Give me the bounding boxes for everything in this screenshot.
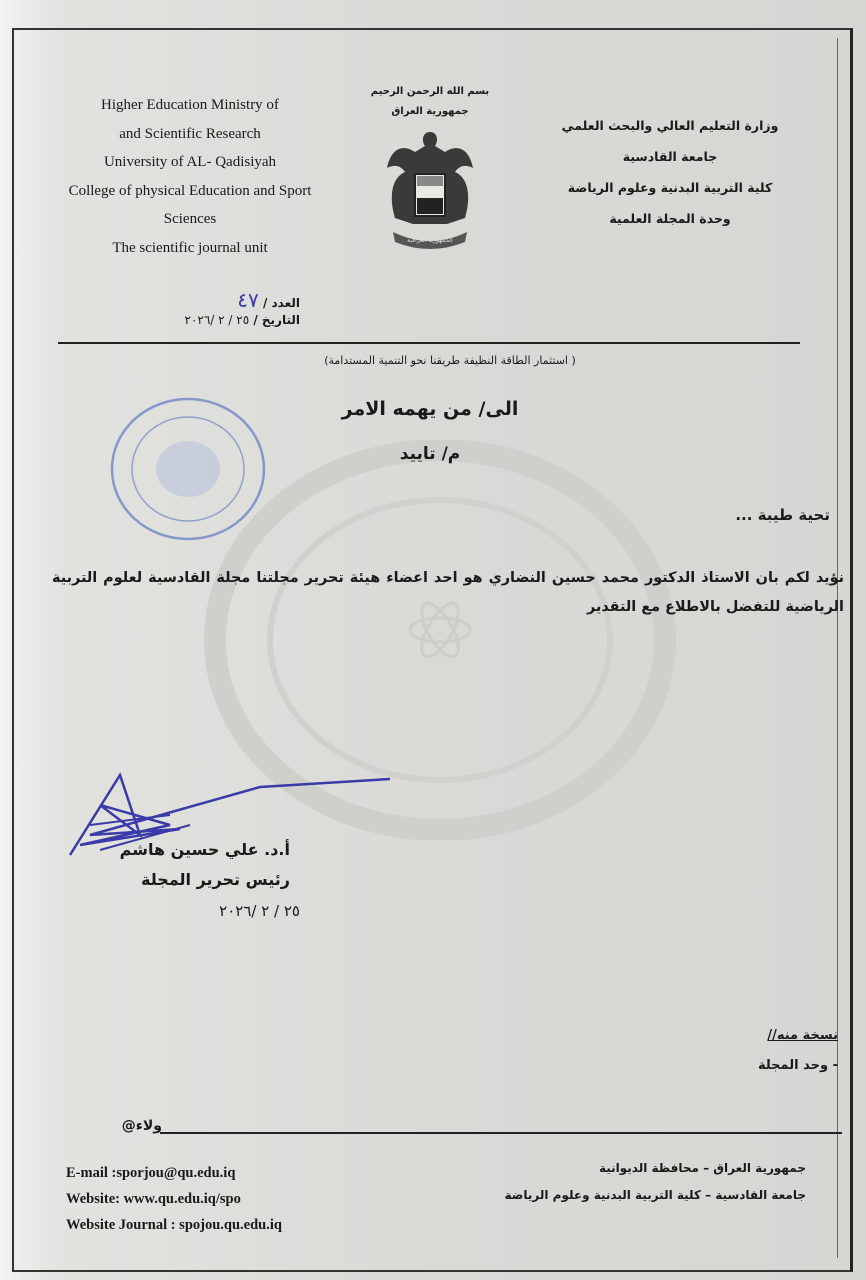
svg-text:الجمهورية العراقية: الجمهورية العراقية xyxy=(407,237,453,244)
footer-address-line: جامعة القادسية – كلية التربية البدنية وعلوم الرياضة xyxy=(504,1188,806,1202)
arabic-header xyxy=(540,110,800,234)
iraq-eagle-emblem-icon xyxy=(385,128,475,253)
number-value: ٤٧ xyxy=(237,288,259,312)
arabic-header-line: جامعة القادسية xyxy=(622,149,718,164)
emblem-country: جمهورية العراق xyxy=(391,106,469,117)
signature-date: ٢٥ / ٢ /٢٠٢٦ xyxy=(219,902,300,920)
subject: م/ تاييد xyxy=(399,444,461,464)
reference-number xyxy=(110,288,300,312)
footer-journal-website: Website Journal : spojou.qu.edu.iq xyxy=(66,1217,282,1233)
copies-item: - وحد المجلة xyxy=(757,1058,838,1073)
english-header-line: and Scientific Research xyxy=(119,125,261,142)
footer-address xyxy=(470,1155,806,1209)
header-divider xyxy=(58,342,800,344)
recipient: الى/ من يهمه الامر xyxy=(341,398,519,420)
arabic-header-line: كلية التربية البدنية وعلوم الرياضة xyxy=(567,180,773,195)
official-seal-stamp xyxy=(108,395,268,543)
typist-initials: ولاء@ xyxy=(121,1118,162,1134)
date-value: ٢٥ / ٢ /٢٠٢٦ xyxy=(184,313,250,327)
basmala: بسم الله الرحمن الرحيم xyxy=(370,86,490,97)
english-header-line: College of physical Education and Sport xyxy=(68,182,312,199)
english-header-line: University of AL- Qadisiyah xyxy=(103,154,277,171)
signatory-title: رئيس تحرير المجلة xyxy=(141,870,290,889)
number-label: العدد / xyxy=(262,296,300,310)
footer-contacts xyxy=(66,1160,282,1238)
copies-label: نسخة منه// xyxy=(767,1028,838,1043)
english-header-line: The scientific journal unit xyxy=(112,239,268,256)
reference-date xyxy=(80,313,300,327)
footer-email: E-mail :sporjou@qu.edu.iq xyxy=(66,1165,236,1181)
date-label: التاريخ / xyxy=(253,313,300,327)
footer-divider xyxy=(160,1132,842,1134)
arabic-header-line: وحدة المجلة العلمية xyxy=(609,211,731,226)
english-header-line: Sciences xyxy=(163,211,217,228)
greeting: تحية طيبة ... xyxy=(735,506,830,524)
arabic-header-line: وزارة التعليم العالي والبحث العلمي xyxy=(561,118,779,133)
english-header xyxy=(40,91,340,263)
slogan: ( استثمار الطاقة النظيفة طريقنا نحو التنمية المستدامة) xyxy=(324,354,576,367)
english-header-line: Higher Education Ministry of xyxy=(101,97,279,113)
letter-body: نؤيد لكم بان الاستاذ الدكتور محمد حسين النضاري هو احد اعضاء هيئة تحرير مجلتنا مجلة القادسية لعلوم التربية الرياضية للتفضل بالاطلاع مع التقدير xyxy=(52,570,844,615)
footer-address-line: جمهورية العراق – محافظة الديوانية xyxy=(598,1161,806,1175)
footer-website: Website: www.qu.edu.iq/spo xyxy=(66,1191,241,1207)
signatory-name: أ.د. علي حسين هاشم xyxy=(119,840,290,859)
